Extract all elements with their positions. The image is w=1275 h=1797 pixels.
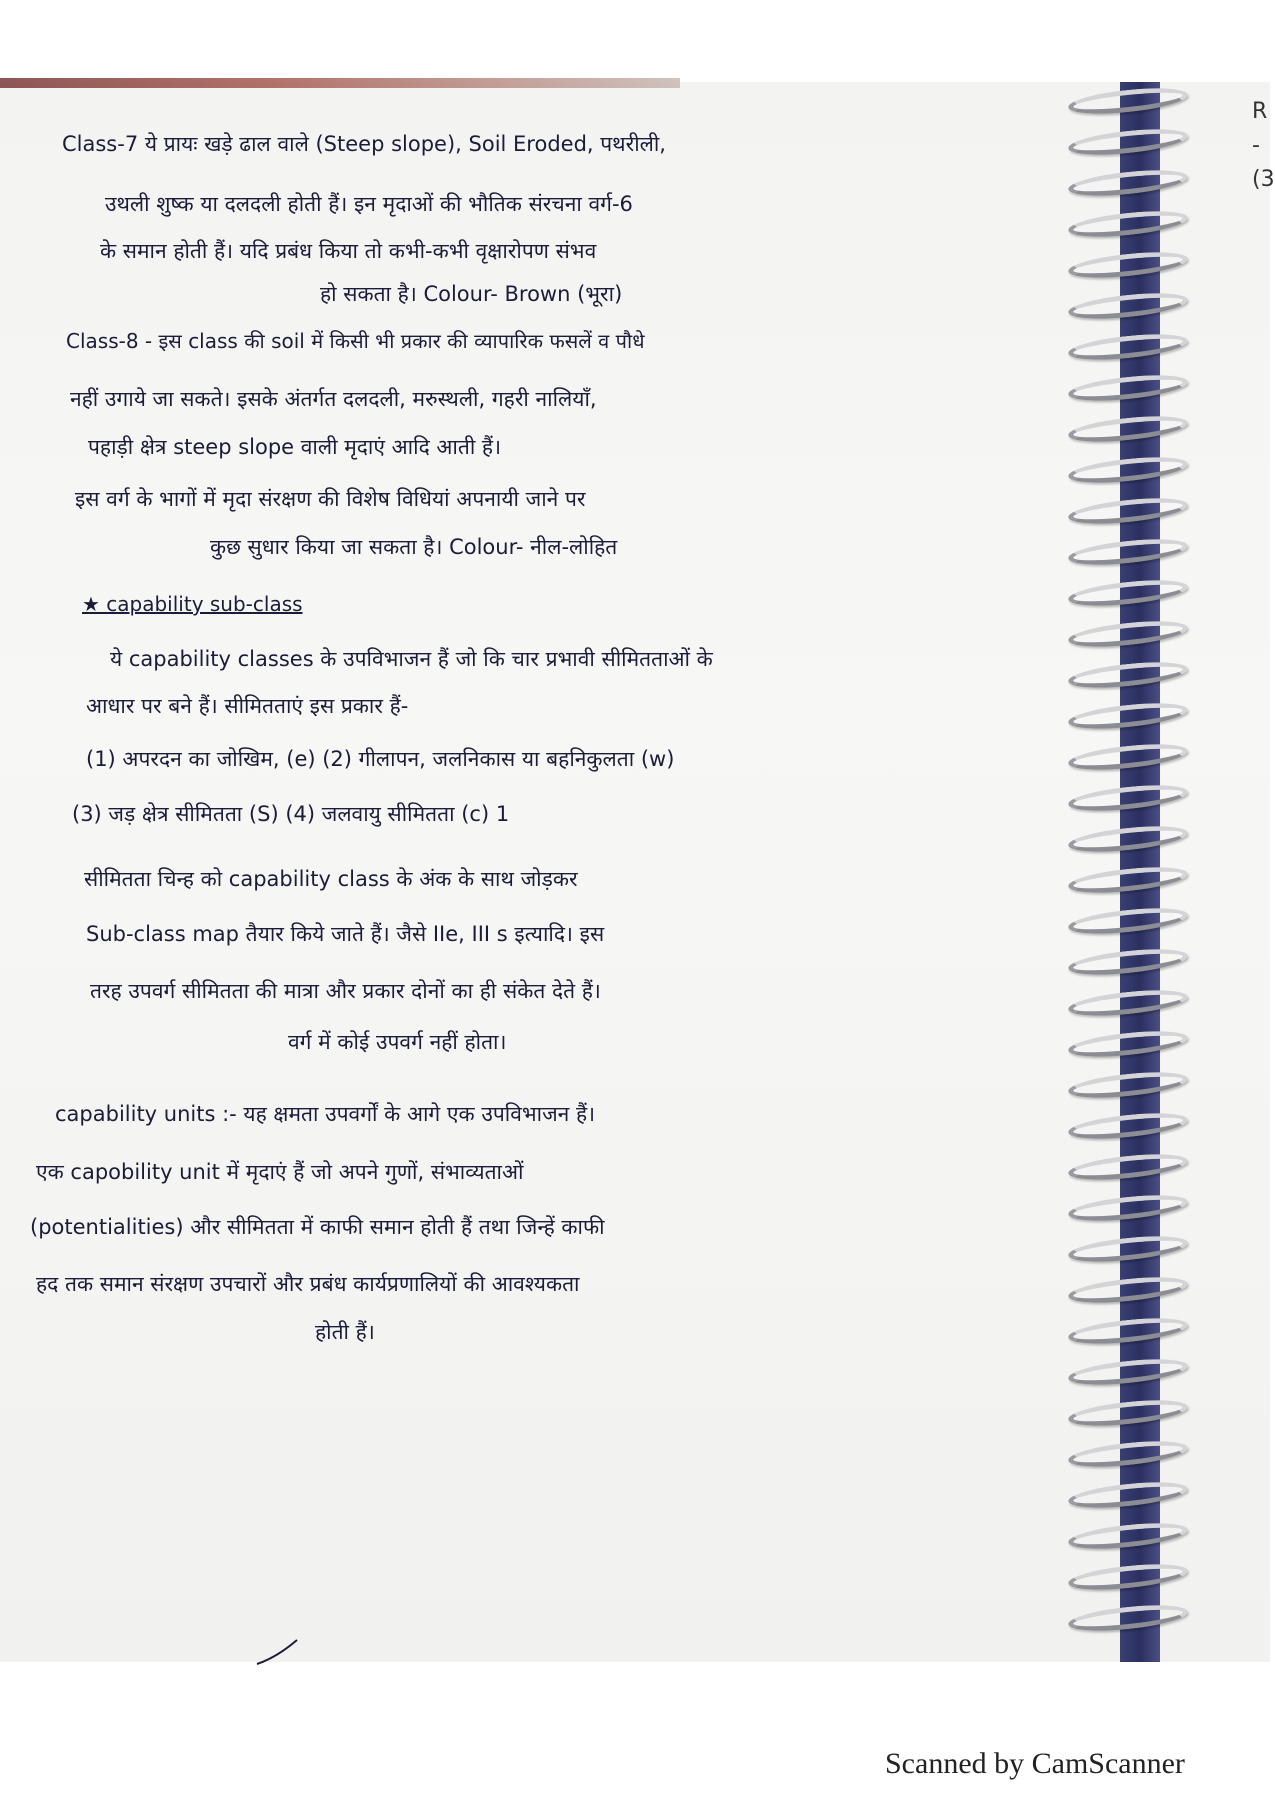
text-line: कुछ सुधार किया जा सकता है। Colour- नील-लोहित <box>210 535 618 559</box>
text-line: हो सकता है। Colour- Brown (भूरा) <box>320 282 623 306</box>
text-line: Sub-class map तैयार किये जाते हैं। जैसे IIe, III s इत्यादि। इस <box>86 922 605 946</box>
text-line: हद तक समान संरक्षण उपचारों और प्रबंध कार्यप्रणालियों की आवश्यकता <box>36 1272 580 1296</box>
right-edge-fragment: R - (3 <box>1252 99 1275 192</box>
spiral-ring <box>1067 1396 1189 1430</box>
spiral-ring <box>1067 1068 1189 1102</box>
text-line: (1) अपरदन का जोखिम, (e) (2) गीलापन, जलनिकास या बहनिकुलता (w) <box>86 747 675 771</box>
spiral-ring <box>1067 494 1189 528</box>
spiral-binding <box>1068 90 1218 1650</box>
text-line: capability units :- यह क्षमता उपवर्गों के आगे एक उपविभाजन हैं। <box>55 1102 596 1126</box>
pen-tick-mark <box>255 1638 299 1668</box>
text-line: पहाड़ी क्षेत्र steep slope वाली मृदाएं आदि आती हैं। <box>88 435 502 459</box>
spiral-ring <box>1067 863 1189 897</box>
spiral-ring <box>1067 945 1189 979</box>
text-line: Class-8 - इस class की soil में किसी भी प्रकार की व्यापारिक फसलें व पौधे <box>66 329 645 353</box>
text-line: उथली शुष्क या दलदली होती हैं। इन मृदाओं की भौतिक संरचना वर्ग-6 <box>105 192 633 216</box>
spiral-ring <box>1067 1560 1189 1594</box>
spiral-ring <box>1067 1232 1189 1266</box>
text-line: होती हैं। <box>315 1320 375 1344</box>
spiral-ring <box>1067 1150 1189 1184</box>
spiral-ring <box>1067 576 1189 610</box>
spiral-ring <box>1067 1355 1189 1389</box>
text-line: इस वर्ग के भागों में मृदा संरक्षण की विशेष विधियां अपनायी जाने पर <box>75 487 586 511</box>
spiral-ring <box>1067 1478 1189 1512</box>
text-line: तरह उपवर्ग सीमितता की मात्रा और प्रकार दोनों का ही संकेत देते हैं। <box>90 979 601 1003</box>
text-line: के समान होती हैं। यदि प्रबंध किया तो कभी-कभी वृक्षारोपण संभव <box>100 239 597 263</box>
text-line: (3) जड़ क्षेत्र सीमितता (S) (4) जलवायु सीमितता (c) 1 <box>72 802 510 826</box>
spiral-ring <box>1067 1273 1189 1307</box>
spiral-ring <box>1067 904 1189 938</box>
spiral-ring <box>1067 1027 1189 1061</box>
spiral-ring <box>1067 1314 1189 1348</box>
spiral-ring <box>1067 412 1189 446</box>
spiral-ring <box>1067 248 1189 282</box>
spiral-ring <box>1067 699 1189 733</box>
section-heading: ★ capability sub-class <box>82 592 303 616</box>
spiral-ring <box>1067 207 1189 241</box>
spiral-ring <box>1067 658 1189 692</box>
spiral-ring <box>1067 1437 1189 1471</box>
text-line: (potentialities) और सीमितता में काफी समान होती हैं तथा जिन्हें काफी <box>30 1215 605 1239</box>
spiral-ring <box>1067 1109 1189 1143</box>
text-line: सीमितता चिन्ह को capability class के अंक के साथ जोड़कर <box>84 867 578 891</box>
text-line: आधार पर बने हैं। सीमितताएं इस प्रकार हैं- <box>86 694 409 718</box>
spiral-ring <box>1067 125 1189 159</box>
text-line: नहीं उगाये जा सकते। इसके अंतर्गत दलदली, मरुस्थली, गहरी नालियाँ, <box>70 387 597 411</box>
spiral-ring <box>1067 781 1189 815</box>
scanner-watermark: Scanned by CamScanner <box>885 1747 1185 1780</box>
text-line: Class-7 ये प्रायः खड़े ढाल वाले (Steep slope), Soil Eroded, पथरीली, <box>62 132 666 156</box>
spiral-ring <box>1067 617 1189 651</box>
spiral-ring <box>1067 166 1189 200</box>
spiral-ring <box>1067 371 1189 405</box>
text-line: ये capability classes के उपविभाजन हैं जो कि चार प्रभावी सीमितताओं के <box>110 647 713 671</box>
spiral-ring <box>1067 1191 1189 1225</box>
text-line: एक capobility unit में मृदाएं हैं जो अपने गुणों, संभाव्यताओं <box>36 1160 524 1184</box>
spiral-ring <box>1067 822 1189 856</box>
spiral-ring <box>1067 330 1189 364</box>
spiral-ring <box>1067 289 1189 323</box>
spiral-ring <box>1067 740 1189 774</box>
text-line: वर्ग में कोई उपवर्ग नहीं होता। <box>288 1030 507 1054</box>
spiral-ring <box>1067 453 1189 487</box>
spiral-ring <box>1067 1519 1189 1553</box>
spiral-ring <box>1067 986 1189 1020</box>
spiral-ring <box>1067 535 1189 569</box>
spiral-ring <box>1067 1601 1189 1635</box>
page-top-edge <box>0 78 680 88</box>
